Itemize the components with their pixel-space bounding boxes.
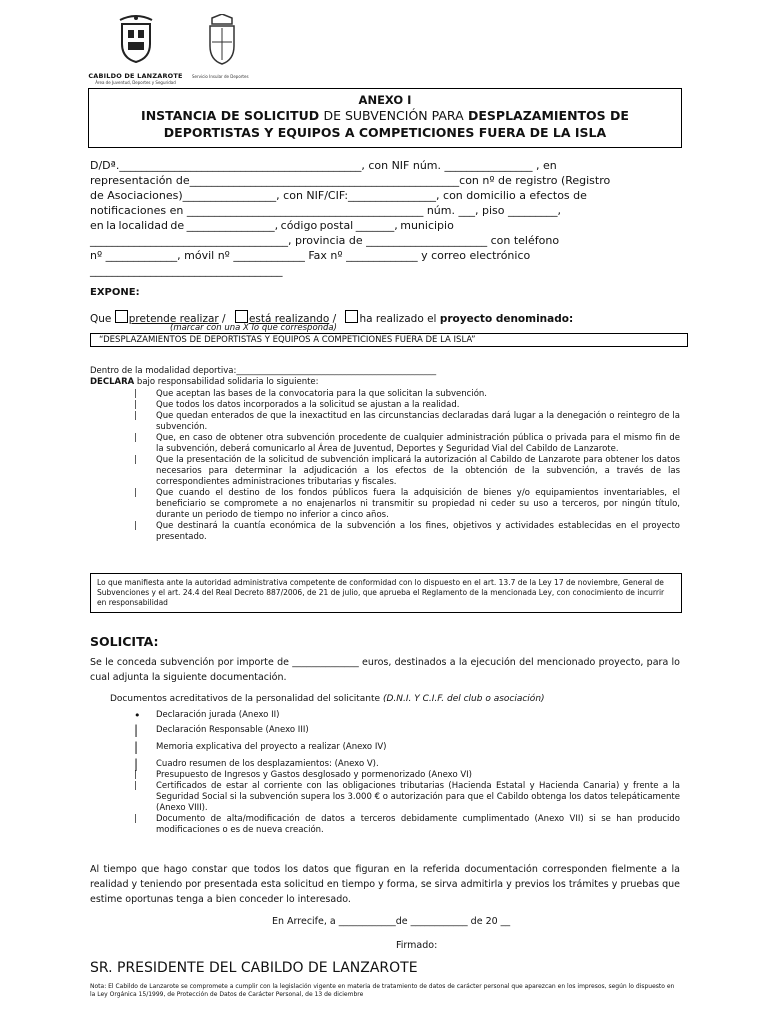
applicant-line[interactable]: notificaciones en ___________________________________________ núm. ___, piso _________,	[90, 204, 561, 217]
list-item	[90, 389, 680, 400]
solicita-heading: SOLICITA:	[90, 634, 159, 649]
document-item: Memoria explicativa del proyecto a realizar (Anexo IV)	[156, 742, 387, 752]
addressee: SR. PRESIDENTE DEL CABILDO DE LANZAROTE	[90, 960, 418, 976]
list-item	[90, 725, 680, 736]
option-label-realizando: está realizando	[248, 313, 330, 325]
bullet: |	[134, 411, 137, 421]
bullet: |	[134, 400, 137, 410]
documents-list	[90, 710, 680, 836]
option-checkbox-realizado[interactable]	[345, 310, 358, 323]
que-label: Que	[90, 313, 112, 325]
bullet: |	[134, 740, 139, 754]
footnote: Nota: El Cabildo de Lanzarote se compromete a cumplir con la legislación vigente en materia de tratamiento de datos de carácter personal que aparezcan en los impresos, según lo dispuesto en la Ley Orgánica 15/1999, de Protección de Datos de Carácter Personal, de 13 de diciembre	[90, 983, 675, 998]
list-item	[90, 814, 680, 836]
expone-heading: EXPONE:	[90, 287, 140, 298]
bullet: |	[134, 757, 139, 771]
signed-label: Firmado:	[396, 940, 438, 951]
document-item: Declaración Responsable (Anexo III)	[156, 725, 309, 735]
option-checkbox-pretende[interactable]	[115, 310, 128, 323]
list-item	[90, 521, 680, 543]
document-item: Certificados de estar al corriente con las obligaciones tributarias (Hacienda Estatal y Hacienda Canaria) y frente a la Seguridad Social si la subvención supera los 3.000 € o autorización para que el Cabildo obtenga los datos telepáticamente (Anexo VIII).	[156, 781, 680, 813]
separator: /	[218, 313, 229, 325]
document-item: Cuadro resumen de los desplazamientos: (Anexo V).	[156, 759, 379, 769]
crest-icon	[116, 14, 156, 64]
docs-intro-italic: (D.N.I. Y C.I.F. del club o asociación)	[380, 694, 545, 704]
title-part-3: DESPLAZAMIENTOS DE	[467, 108, 629, 123]
separator: /	[329, 313, 340, 325]
option-label-realizado: ha realizado el	[359, 313, 437, 325]
project-name-box: “DESPLAZAMIENTOS DE DEPORTISTAS Y EQUIPOS A COMPETICIONES FUERA DE LA ISLA”	[90, 333, 688, 347]
declara-item: Que todos los datos incorporados a la solicitud se ajustan a la realidad.	[156, 400, 460, 410]
declara-item: Que aceptan las bases de la convocatoria para la que solicitan la subvención.	[156, 389, 487, 399]
org-sub: Área de Juventud, Deportes y Seguridad	[95, 80, 176, 85]
list-item	[90, 710, 680, 721]
bullet: |	[134, 770, 137, 780]
declara-heading: DECLARA	[90, 377, 135, 387]
list-item	[90, 488, 680, 521]
list-item	[90, 742, 680, 753]
declara-item: Que, en caso de obtener otra subvención procedente de cualquier administración pública o privada para el mismo fin de la subvención, deberá comunicarlo al Área de Juventud, Deportes y Seguridad Vial del Cabildo de Lanzarote.	[156, 433, 680, 454]
solicita-text: Se le conceda subvención por importe de ______________ euros, destinados a la ejecución del mencionado proyecto, para lo cual adjunta la siguiente documentación.	[90, 657, 680, 683]
legal-box: Lo que manifiesta ante la autoridad administrativa competente de conformidad con lo dispuesto en el art. 13.7 de la Ley 17 de noviembre, General de Subvenciones y el art. 24.4 del Real Decreto 887/2006, de 21 de julio, que aprueba el Reglamento de la mencionada Ley, con conocimiento de incurrir en responsabilidad	[90, 573, 682, 613]
declara-intro-text: bajo responsabilidad solidaria lo siguiente:	[134, 377, 319, 387]
applicant-line[interactable]: ___________________________________	[90, 264, 283, 277]
bullet: |	[134, 781, 137, 791]
document-item: Declaración jurada (Anexo II)	[156, 710, 280, 720]
title-part-2: DE SUBVENCIÓN PARA	[323, 108, 464, 123]
header-logos	[88, 14, 288, 84]
place-date-line[interactable]: En Arrecife, a ____________de ____________ de 20 __	[272, 916, 511, 927]
annex-label: ANEXO I	[358, 93, 412, 107]
list-item	[90, 759, 680, 770]
list-item	[90, 400, 680, 411]
project-label: proyecto denominado:	[439, 313, 574, 325]
title-part-1: INSTANCIA DE SOLICITUD	[141, 108, 320, 123]
applicant-line[interactable]: representación de_________________________________________________con nº de registro (Registro	[90, 174, 611, 187]
modalidad-line[interactable]: Dentro de la modalidad deportiva:_______________________________________________	[90, 366, 437, 376]
applicant-block	[90, 158, 680, 278]
declara-item: Que la presentación de la solicitud de subvención implicará la autorización al Cabildo de Lanzarote para obtener los datos necesarios para determinar la adjudicación a los efectos de la obtención de la subvención, a través de las correspondientes administraciones tributarias y fiscales.	[156, 455, 680, 487]
list-item	[90, 770, 680, 781]
docs-intro	[110, 694, 680, 705]
list-item	[90, 455, 680, 488]
declara-item: Que quedan enterados de que la inexactitud en las circunstancias declaradas dará lugar a la denegación o reintegro de la subvención.	[156, 411, 680, 432]
closing-text: Al tiempo que hago constar que todos los datos que figuran en la referida documentación corresponden fielmente a la realidad y teniendo por presentada esta solicitud en tiempo y forma, se sirva admitirla y previos los trámites y pruebas que estime oportunas tenga a bien conceder lo interesado.	[90, 864, 680, 905]
applicant-line[interactable]: en la localidad de ________________, código postal _______, municipio	[90, 219, 454, 232]
title-box	[88, 88, 682, 148]
crest-icon	[202, 14, 242, 66]
cabildo-logo	[88, 14, 183, 85]
document-item: Presupuesto de Ingresos y Gastos desglosado y pormenorizado (Anexo VI)	[156, 770, 472, 780]
bullet: |	[134, 455, 137, 465]
bullet: |	[134, 814, 137, 824]
applicant-line[interactable]: de Asociaciones)_________________, con NIF/CIF:________________, con domicilio a efectos de	[90, 189, 587, 202]
deportes-logo	[192, 14, 272, 79]
bullet: |	[134, 723, 139, 737]
list-item	[90, 411, 680, 433]
docs-intro-text: Documentos acreditativos de la personalidad del solicitante	[110, 694, 381, 704]
bullet: •	[134, 709, 141, 722]
declara-item: Que destinará la cuantía económica de la subvención a los fines, objetivos y actividades establecidas en el proyecto presentado.	[156, 521, 680, 542]
mark-note: (marcar con una X lo que corresponda)	[170, 323, 337, 333]
declara-item: Que cuando el destino de los fondos públicos fuera la adquisición de bienes y/o equipamientos inventariables, el beneficiario se compromete a no enajenarlos ni transmitir su propiedad ni ceder su uso a terceros, por ningún título, durante un periodo de tiempo no inferior a cinco años.	[156, 488, 680, 520]
option-label-pretende: pretende realizar	[128, 313, 219, 325]
applicant-line[interactable]: ____________________________________, provincia de ______________________ con teléfono	[90, 234, 560, 247]
list-item	[90, 781, 680, 814]
document-item: Documento de alta/modificación de datos a terceros debidamente cumplimentado (Anexo VII) si se han producido modificaciones o es de nueva creación.	[156, 814, 680, 835]
declara-intro	[90, 377, 680, 388]
applicant-line[interactable]: nº _____________, móvil nº _____________ Fax nº _____________ y correo electrónico	[90, 249, 531, 262]
logo2-text: Servicio Insular de Deportes	[192, 74, 249, 79]
bullet: |	[134, 389, 137, 399]
option-checkbox-realizando[interactable]	[235, 310, 248, 323]
title-line-2: DEPORTISTAS Y EQUIPOS A COMPETICIONES FUERA DE LA ISLA	[163, 125, 607, 140]
applicant-line[interactable]: D/Dª.____________________________________________, con NIF núm. ________________ , en	[90, 159, 557, 172]
bullet: |	[134, 433, 137, 443]
title-line-1	[89, 107, 681, 124]
bullet: |	[134, 488, 137, 498]
declara-list	[90, 389, 680, 543]
org-name: CABILDO DE LANZAROTE	[88, 72, 183, 80]
bullet: |	[134, 521, 137, 531]
list-item	[90, 433, 680, 455]
